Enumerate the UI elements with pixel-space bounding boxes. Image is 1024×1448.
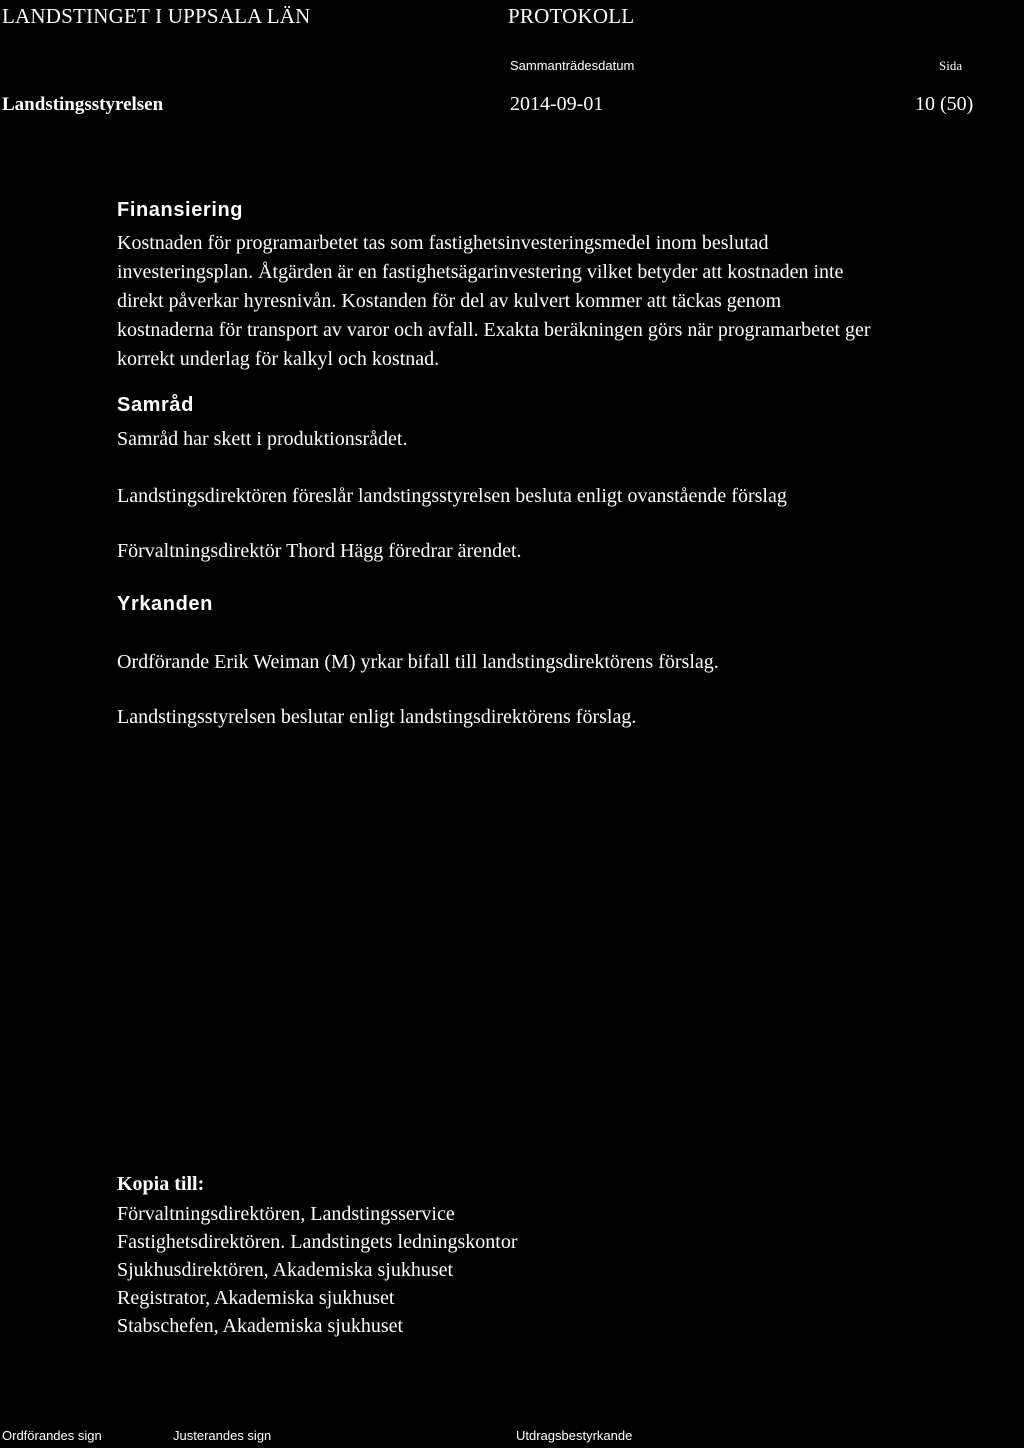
- organization-name: LANDSTINGET I UPPSALA LÄN: [2, 4, 311, 28]
- meeting-date-label: Sammanträdesdatum: [510, 58, 635, 73]
- motions-heading: Yrkanden: [117, 593, 213, 615]
- financing-line: korrekt underlag för kalkyl och kostnad.: [117, 348, 440, 370]
- presenter-text: Förvaltningsdirektör Thord Hägg föredrar ärendet.: [117, 540, 522, 562]
- consultation-text: Samråd har skett i produktionsrådet.: [117, 428, 408, 450]
- extract-certifier-label: Utdragsbestyrkande: [516, 1428, 633, 1443]
- motions-text: Ordförande Erik Weiman (M) yrkar bifall till landstingsdirektörens förslag.: [117, 651, 719, 673]
- decision-text: Landstingsstyrelsen beslutar enligt landstingsdirektörens förslag.: [117, 706, 637, 728]
- document-type: PROTOKOLL: [508, 4, 635, 28]
- adjuster-sign-label: Justerandes sign: [173, 1428, 272, 1443]
- copy-to-list: [117, 1200, 518, 1340]
- page-label: Sida: [939, 58, 963, 73]
- financing-line: kostnaderna för transport av varor och avfall. Exakta beräkningen görs när programarbetet ger: [117, 319, 871, 341]
- copy-recipient: Registrator, Akademiska sjukhuset: [117, 1287, 395, 1309]
- governing-body: Landstingsstyrelsen: [2, 94, 164, 115]
- financing-line: investeringsplan. Åtgärden är en fastighetsägarinvestering vilket betyder att kostnaden inte: [117, 261, 844, 283]
- chair-sign-label: Ordförandes sign: [2, 1428, 102, 1443]
- copy-recipient: Fastighetsdirektören. Landstingets ledningskontor: [117, 1231, 518, 1253]
- copy-recipient: Förvaltningsdirektören, Landstingsservice: [117, 1203, 455, 1225]
- consultation-heading: Samråd: [117, 394, 194, 416]
- financing-heading: Finansiering: [117, 199, 244, 221]
- copy-recipient: Sjukhusdirektören, Akademiska sjukhuset: [117, 1259, 454, 1281]
- copy-to-heading: Kopia till:: [117, 1173, 205, 1195]
- financing-line: direkt påverkar hyresnivån. Kostanden för del av kulvert kommer att täckas genom: [117, 290, 782, 312]
- financing-line: Kostnaden för programarbetet tas som fastighetsinvesteringsmedel inom beslutad: [117, 232, 769, 254]
- page-number: 10 (50): [915, 93, 974, 115]
- copy-recipient: Stabschefen, Akademiska sjukhuset: [117, 1315, 404, 1337]
- meeting-date: 2014-09-01: [510, 93, 604, 115]
- proposal-text: Landstingsdirektören föreslår landstingsstyrelsen besluta enligt ovanstående förslag: [117, 485, 787, 507]
- financing-paragraph: [117, 229, 871, 374]
